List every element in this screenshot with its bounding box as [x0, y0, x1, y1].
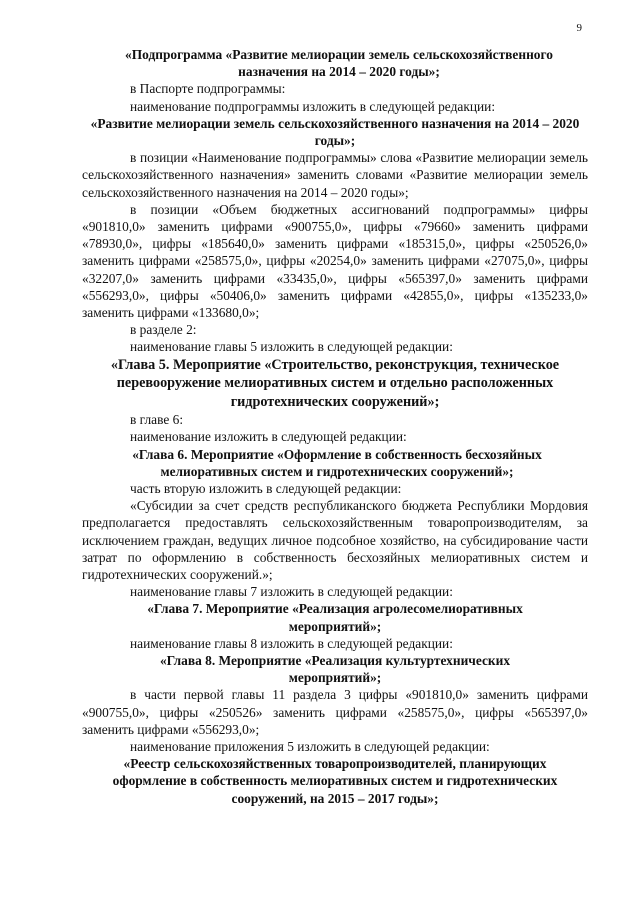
paragraph-part-two-instruction: часть вторую изложить в следующей редакции: [130, 480, 402, 496]
paragraph-chapter-6: в главе 6: [130, 412, 184, 428]
paragraph-appendix-5-instruction: наименование приложения 5 изложить в следующей редакции: [130, 739, 490, 755]
subprogram-name-heading: «Развитие мелиорации земель сельскохозяйственного назначения на 2014 – 2020 годы»; [90, 115, 580, 149]
paragraph-chapter-7-instruction: наименование главы 7 изложить в следующей редакции: [130, 584, 453, 600]
paragraph-name-position: в позиции «Наименование подпрограммы» слова «Развитие мелиорации земель сельскохозяйственного назначения» заменить словами «Развитие мелиорации земель сельскохозяйственного назначения на 2014 – 2020 годы»; [82, 150, 588, 200]
page-number: 9 [576, 22, 582, 34]
paragraph-budget-figures: в позиции «Объем бюджетных ассигнований подпрограммы» цифры «901810,0» заменить цифрами «900755,0», цифры «79660» заменить цифрами «78930,0», цифры «185640,0» заменить цифрами «185315,0», цифры «250526,0» заменить цифрами «258575,0», цифры «20254,0» заменить цифрами «27075,0», цифры «32207,0» заменить цифрами «33435,0», цифры «565397,0» заменить цифрами «556293,0», цифры «50406,0» заменить цифрами «42855,0», цифры «135233,0» заменить цифрами «133680,0»; [82, 201, 588, 321]
paragraph-name-instruction: наименование подпрограммы изложить в следующей редакции: [130, 98, 496, 114]
paragraph-section-2: в разделе 2: [130, 322, 197, 338]
chapter-7-heading: «Глава 7. Мероприятие «Реализация агролесомелиоративных мероприятий»; [147, 601, 523, 634]
chapter-5-heading: «Глава 5. Мероприятие «Строительство, реконструкция, техническое перевооружение мелиоративных систем и отдельно расположенных гидротехнических сооружений»; [110, 356, 560, 410]
paragraph-chapter-8-instruction: наименование главы 8 изложить в следующей редакции: [130, 635, 453, 651]
chapter-8-heading: «Глава 8. Мероприятие «Реализация культуртехнических мероприятий»; [159, 653, 511, 686]
paragraph-chapter-6-instruction: наименование изложить в следующей редакции: [130, 429, 407, 445]
paragraph-passport: в Паспорте подпрограммы: [130, 81, 286, 97]
document-body [82, 46, 588, 807]
paragraph-chapter-5-instruction: наименование главы 5 изложить в следующей редакции: [130, 339, 453, 355]
chapter-6-heading: «Глава 6. Мероприятие «Оформление в собственность бесхозяйных мелиоративных систем и гидротехнических сооружений»; [132, 446, 542, 479]
subprogram-heading: «Подпрограмма «Развитие мелиорации земель сельскохозяйственного назначения на 2014 – 2020 годы»; [125, 47, 553, 80]
appendix-5-heading: «Реестр сельскохозяйственных товаропроизводителей, планирующих оформление в собственность мелиоративных систем и гидротехнических сооружений, на 2015 – 2017 годы»; [112, 756, 558, 806]
paragraph-subsidies: «Субсидии за счет средств республиканского бюджета Республики Мордовия предполагается предоставлять сельскохозяйственным товаропроизводителям, за исключением граждан, ведущих личное подсобное хозяйство, на субсидирование части затрат по оформлению в собственность бесхозяйных мелиоративных систем и гидротехнических сооружений.»; [82, 498, 588, 582]
paragraph-chapter-11-figures: в части первой главы 11 раздела 3 цифры «901810,0» заменить цифрами «900755,0», цифры «250526» заменить цифрами «258575,0», цифры «565397,0» заменить цифрами «556293,0»; [82, 687, 588, 737]
